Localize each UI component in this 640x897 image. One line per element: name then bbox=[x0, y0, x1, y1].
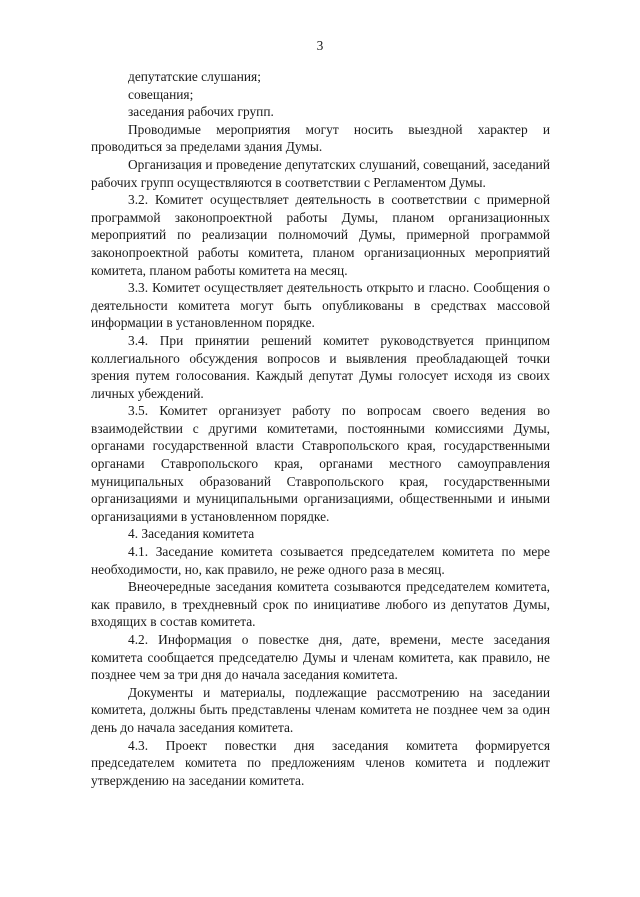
list-item: депутатские слушания; bbox=[128, 69, 261, 84]
paragraph: 3.5. Комитет организует работу по вопросам своего ведения во взаимодействии с другими комитетами, постоянными комиссиями Думы, органами государственной власти Ставропольского края, государственными органами Ставропольского края, органами местного самоуправления муниципальных образований Ставропольского края, государственными организациями и муниципальными организациями, общественными и иными организациями в установленном порядке. bbox=[91, 403, 550, 524]
paragraph: 3.4. При принятии решений комитет руководствуется принципом коллегиального обсуждения вопросов и выявления преобладающей точки зрения путем голосования. Каждый депутат Думы голосует исходя из своих личных убеждений. bbox=[91, 332, 550, 401]
paragraph: 3.2. Комитет осуществляет деятельность в соответствии с примерной программой законопроектной работы Думы, планом организационных мероприятий по реализации полномочий Думы, примерной программой законопроектной работы комитета, планом организационных мероприятий комитета, планом работы комитета на месяц. bbox=[91, 192, 550, 278]
paragraph: 4.1. Заседание комитета созывается председателем комитета по мере необходимости, но, как правило, не реже одного раза в месяц. bbox=[91, 544, 550, 577]
paragraph: Проводимые мероприятия могут носить выездной характер и проводиться за пределами здания Думы. bbox=[91, 121, 550, 155]
paragraph: 4.2. Информация о повестке дня, дате, времени, месте заседания комитета сообщается председателю Думы и членам комитета, как правило, не позднее чем за три дня до начала заседания комитета. bbox=[91, 632, 550, 683]
paragraph: 3.3. Комитет осуществляет деятельность открыто и гласно. Сообщения о деятельности комитета могут быть опубликованы в средствах массовой информации в установленном порядке. bbox=[91, 280, 550, 331]
page-number: 3 bbox=[316, 38, 324, 53]
paragraph: Внеочередные заседания комитета созываются председателем комитета, как правило, в трехдневный срок по инициативе любого из депутатов Думы, входящих в состав комитета. bbox=[91, 579, 550, 630]
section-heading: 4. Заседания комитета bbox=[128, 526, 255, 542]
list-item: заседания рабочих групп. bbox=[128, 104, 274, 120]
document-body bbox=[91, 68, 550, 789]
list-item: совещания; bbox=[128, 86, 194, 102]
paragraph: Организация и проведение депутатских слушаний, совещаний, заседаний рабочих групп осуществляются в соответствии с Регламентом Думы. bbox=[91, 156, 550, 190]
paragraph: 4.3. Проект повестки дня заседания комитета формируется председателем комитета по предложениям членов комитета и подлежит утверждению на заседании комитета. bbox=[91, 737, 550, 788]
paragraph: Документы и материалы, подлежащие рассмотрению на заседании комитета, должны быть представлены членам комитета не позднее чем за один день до начала заседания комитета. bbox=[91, 684, 550, 735]
